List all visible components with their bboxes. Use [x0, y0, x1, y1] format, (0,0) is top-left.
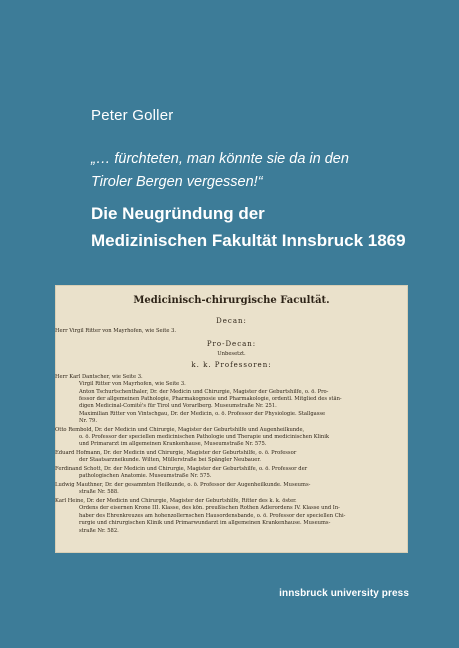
document-line: Ferdinand Schott, Dr. der Medicin und Chirurgie, Magister der Geburtshilfe, o. ö. Professor der: [55, 466, 308, 472]
document-line: Anton Tschurtschenthaler, Dr. der Medicin und Chirurgie, Magister der Geburtshilfe, o. ö. Pro-: [79, 389, 329, 395]
document-line: Karl Heine, Dr. der Medicin und Chirurgie, Magister der Geburtshilfe, Ritter des k. k. öster.: [55, 498, 297, 504]
author-name: Peter Goller: [91, 107, 174, 124]
prodecan-entry: Unbesetzt.: [217, 351, 246, 357]
publisher-name: innsbruck university press: [279, 588, 409, 599]
subtitle-quote: [91, 148, 391, 194]
subtitle-line: Tiroler Bergen vergessen!“: [91, 174, 263, 190]
document-line: fessor der allgemeinen Pathologie, Pharmakognosie und Pharmakologie, ordentl. Mitglied des stän-: [79, 396, 342, 402]
decan-label: Decan:: [216, 317, 247, 325]
document-line: Maximilian Ritter von Vintschgau, Dr. der Medicin, o. ö. Professor der Physiologie. Stallgasse: [79, 411, 326, 417]
document-line: Ludwig Mauthner, Dr. der gesammten Heilkunde, o. ö. Professor der Augenheilkunde. Museums-: [55, 482, 311, 488]
document-line: straße Nr. 582.: [79, 528, 119, 534]
document-line: haber des Ehrenkreuzes am hohenzollernschen Hausordensbande, o. ö. Professor der speciellen Chi-: [79, 513, 346, 519]
book-title: [91, 200, 431, 254]
title-line: Die Neugründung der: [91, 204, 265, 223]
document-line: straße Nr. 588.: [79, 489, 119, 495]
prodecan-label: Pro-Decan:: [206, 340, 257, 348]
subtitle-line: „… fürchteten, man könnte sie da in den: [91, 151, 349, 167]
document-heading: Medicinisch-chirurgische Facultät.: [133, 295, 330, 306]
document-line: o. ö. Professor der speciellen medicinischen Pathologie und Therapie und medicinischen Klinik: [79, 434, 330, 440]
document-line: Nr. 79.: [79, 418, 97, 424]
document-line: digen Medicinal-Comité's für Tirol und Vorarlberg. Museumstraße Nr. 251.: [79, 403, 277, 409]
document-line: rurgie und chirurgischen Klinik und Primarwundarzt im allgemeinen Krankenhause. Museums-: [79, 520, 331, 526]
professors-label: k. k. Professoren:: [191, 361, 272, 369]
document-line: pathologischen Anatomie. Museumstraße Nr. 575.: [79, 473, 212, 479]
document-line: Otto Rembold, Dr. der Medicin und Chirurgie, Magister der Geburtshilfe und Augenheilkunde,: [55, 427, 305, 433]
document-line: Ordens der eisernen Krone III. Klasse, des kön. preußischen Rothen Adlerordens IV. Klasse und In-: [79, 505, 340, 511]
document-line: Virgil Ritter von Mayrhofen, wie Seite 3.: [79, 381, 186, 387]
document-line: Herr Karl Dantscher, wie Seite 3.: [55, 374, 143, 380]
decan-entry: Herr Virgil Ritter von Mayrhofen, wie Seite 3.: [55, 328, 177, 334]
title-line: Medizinischen Fakultät Innsbruck 1869: [91, 231, 406, 250]
document-line: und Primararzt im allgemeinen Krankenhause, Museumstraße Nr. 575.: [79, 441, 267, 447]
document-line: der Staatsarzneikunde. Wilten, Müllerstraße bei Spängler Neubauer.: [79, 457, 261, 463]
archival-document-image: [55, 285, 408, 553]
document-line: Eduard Hofmann, Dr. der Medicin und Chirurgie, Magister der Geburtshilfe, o. ö. Professor: [55, 450, 297, 456]
